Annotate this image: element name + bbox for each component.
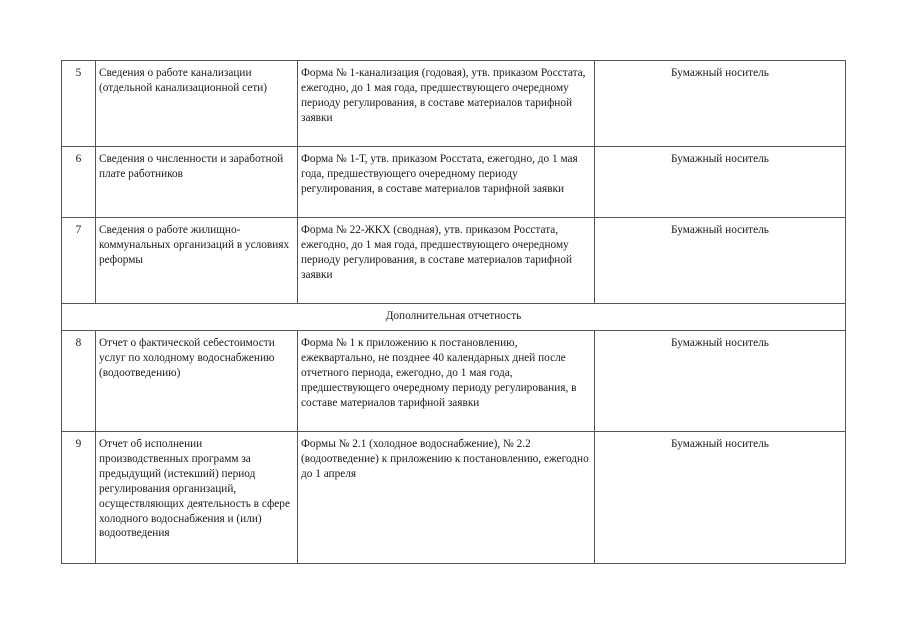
row-number: 9 xyxy=(62,432,96,564)
report-name: Сведения о работе канализации (отдельной канализационной сети) xyxy=(96,61,298,147)
table-row xyxy=(62,147,846,218)
reporting-table xyxy=(61,60,846,564)
row-number: 8 xyxy=(62,331,96,432)
row-number: 5 xyxy=(62,61,96,147)
report-name: Отчет об исполнении производственных программ за предыдущий (истекший) период регулирования организаций, осуществляющих деятельность в сфере холодного водоснабжения и (или) водоотведения xyxy=(96,432,298,564)
report-form: Форма № 1 к приложению к постановлению, ежеквартально, не позднее 40 календарных дней после отчетного периода, ежегодно, до 1 мая года, предшествующего очередному периоду регулирования, в составе материалов тарифной заявки xyxy=(298,331,595,432)
report-carrier: Бумажный носитель xyxy=(595,147,846,218)
row-number: 6 xyxy=(62,147,96,218)
report-name: Отчет о фактической себестоимости услуг по холодному водоснабжению (водоотведению) xyxy=(96,331,298,432)
table-row xyxy=(62,218,846,304)
table-row xyxy=(62,432,846,564)
section-title: Дополнительная отчетность xyxy=(62,304,846,331)
table-row xyxy=(62,331,846,432)
report-name: Сведения о численности и заработной плате работников xyxy=(96,147,298,218)
report-carrier: Бумажный носитель xyxy=(595,61,846,147)
report-form: Форма № 1-канализация (годовая), утв. приказом Росстата, ежегодно, до 1 мая года, предшествующего очередному периоду регулирования, в составе материалов тарифной заявки xyxy=(298,61,595,147)
report-form: Форма № 22-ЖКХ (сводная), утв. приказом Росстата, ежегодно, до 1 мая года, предшествующего очередному периоду регулирования, в составе материалов тарифной заявки xyxy=(298,218,595,304)
report-carrier: Бумажный носитель xyxy=(595,331,846,432)
report-carrier: Бумажный носитель xyxy=(595,432,846,564)
report-name: Сведения о работе жилищно-коммунальных организаций в условиях реформы xyxy=(96,218,298,304)
row-number: 7 xyxy=(62,218,96,304)
report-form: Форма № 1-Т, утв. приказом Росстата, ежегодно, до 1 мая года, предшествующего очередному периоду регулирования, в составе материалов тарифной заявки xyxy=(298,147,595,218)
report-carrier: Бумажный носитель xyxy=(595,218,846,304)
report-form: Формы № 2.1 (холодное водоснабжение), № 2.2 (водоотведение) к приложению к постановлению, ежегодно до 1 апреля xyxy=(298,432,595,564)
table-row xyxy=(62,61,846,147)
section-row xyxy=(62,304,846,331)
